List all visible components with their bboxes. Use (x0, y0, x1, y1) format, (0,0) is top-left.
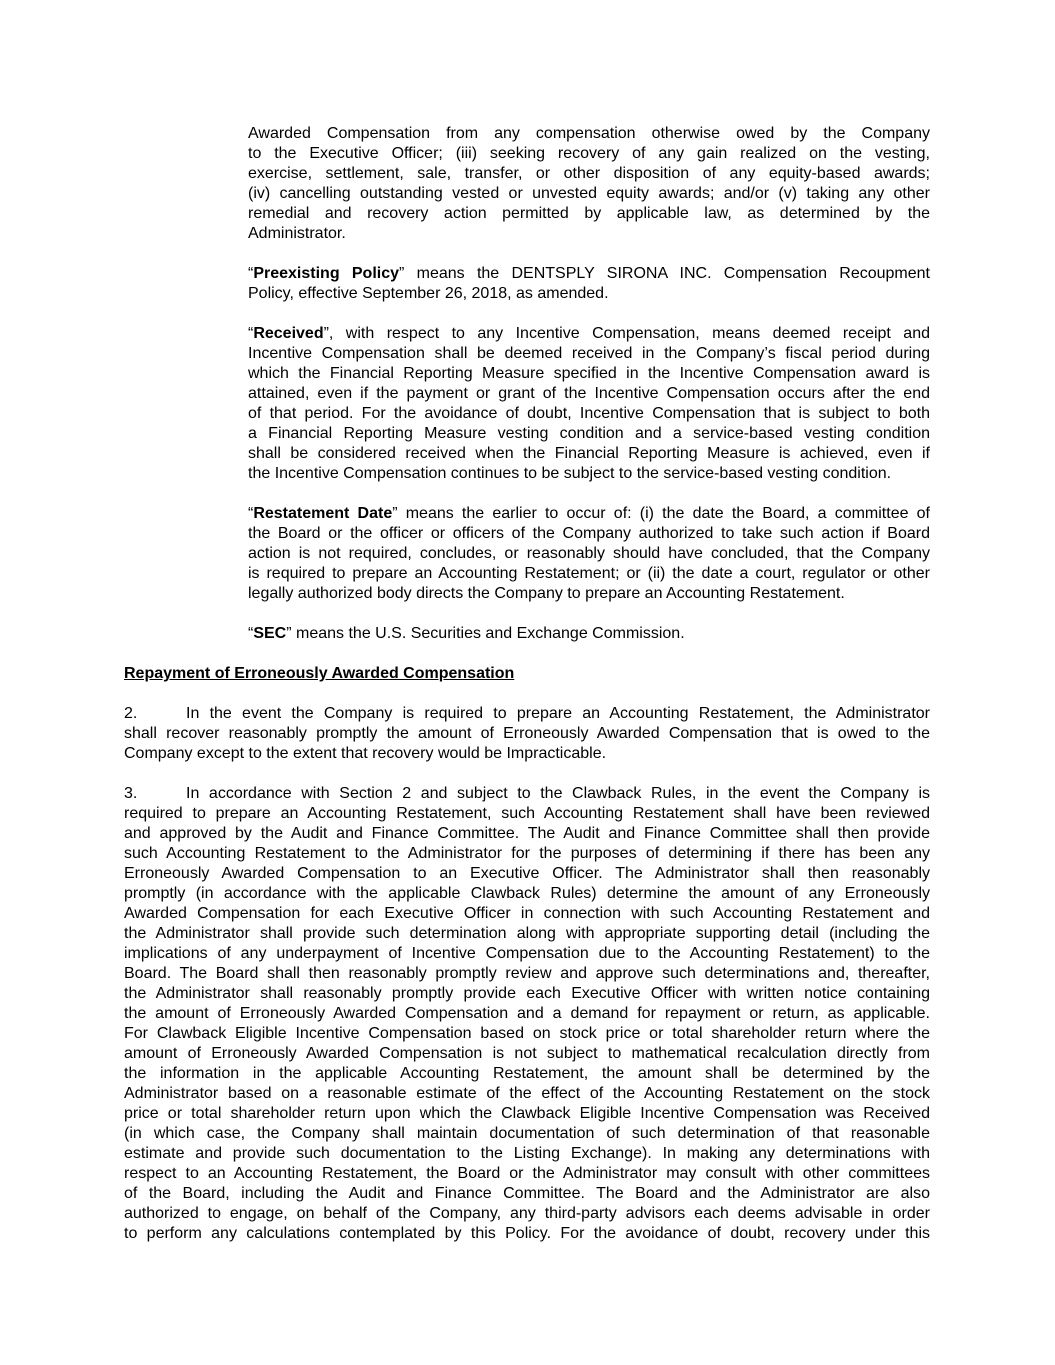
text-line (124, 1184, 930, 1204)
text-line (248, 544, 930, 564)
text-line (248, 344, 930, 364)
line-text: (in which case, the Company shall maintain documentation of such determination of that reasonable (124, 1125, 930, 1142)
text-line (248, 624, 930, 644)
text-line (124, 864, 930, 884)
line-text: the information in the applicable Accounting Restatement, the amount shall be determined by the (124, 1065, 930, 1082)
line-text: legally authorized body directs the Company to prepare an Accounting Restatement. (248, 585, 845, 602)
definition-paragraph (248, 624, 930, 644)
text-line (248, 564, 930, 584)
text-line (124, 1004, 930, 1024)
line-text: amount of Erroneously Awarded Compensation is not subject to mathematical recalculation directly from (124, 1045, 930, 1062)
paragraph-number: 3. (124, 785, 138, 802)
text-line (124, 944, 930, 964)
text-line (124, 1104, 930, 1124)
line-text: ” means the U.S. Securities and Exchange Commission. (286, 625, 685, 642)
text-line (124, 824, 930, 844)
text-line (124, 1084, 930, 1104)
text-line (124, 704, 930, 724)
text-line (124, 1064, 930, 1084)
line-text: Awarded Compensation from any compensation otherwise owed by the Company (248, 125, 930, 142)
line-text: which the Financial Reporting Measure specified in the Incentive Compensation award is (248, 365, 930, 382)
line-text: the Incentive Compensation continues to be subject to the service-based vesting condition. (248, 465, 892, 482)
definitions-list (0, 124, 1055, 644)
text-line (248, 324, 930, 344)
text-line (248, 504, 930, 524)
definition-paragraph (248, 264, 930, 304)
line-text: estimate and provide such documentation to the Listing Exchange). In making any determinations with (124, 1145, 930, 1162)
text-line (248, 524, 930, 544)
text-line (248, 144, 930, 164)
text-line (124, 784, 930, 804)
text-line (248, 284, 930, 304)
text-line (248, 204, 930, 224)
line-text: the Administrator shall reasonably promptly provide each Executive Officer with written notice containing (124, 985, 930, 1002)
defined-term: Received (253, 325, 324, 342)
line-text: shall recover reasonably promptly the amount of Erroneously Awarded Compensation that is owed to the (124, 725, 930, 742)
line-text: Erroneously Awarded Compensation to an Executive Officer. The Administrator shall then reasonably (124, 865, 930, 882)
text-line (248, 384, 930, 404)
line-text: remedial and recovery action permitted by applicable law, as determined by the (248, 205, 930, 222)
line-text: the Board or the officer or officers of the Company authorized to take such action if Board (248, 525, 930, 542)
line-text: Policy, effective September 26, 2018, as amended. (248, 285, 609, 302)
text-line (124, 724, 930, 744)
text-line (124, 1224, 930, 1244)
line-text: Board. The Board shall then reasonably promptly review and approve such determinations and, thereafter, (124, 965, 930, 982)
line-text: a Financial Reporting Measure vesting condition and a service-based vesting condition (248, 425, 930, 442)
line-text: Administrator. (248, 225, 346, 242)
text-line (124, 964, 930, 984)
line-text: to the Executive Officer; (iii) seeking recovery of any gain realized on the vesting, (248, 145, 930, 162)
line-text: Company except to the extent that recovery would be Impracticable. (124, 745, 607, 762)
defined-term: Preexisting Policy (253, 265, 400, 282)
line-text: exercise, settlement, sale, transfer, or other disposition of any equity-based awards; (248, 165, 930, 182)
line-text: of the Board, including the Audit and Finance Committee. The Board and the Administrator are also (124, 1185, 930, 1202)
line-text: price or total shareholder return upon which the Clawback Eligible Incentive Compensation was Received (124, 1105, 930, 1122)
line-text: ”, with respect to any Incentive Compensation, means deemed receipt and (323, 325, 930, 342)
text-line (248, 264, 930, 284)
line-text: the Administrator shall provide such determination along with appropriate supporting detail (including the (124, 925, 930, 942)
numbered-paragraph (124, 784, 930, 1244)
line-text: “ (248, 325, 254, 342)
text-line (248, 184, 930, 204)
line-text: to perform any calculations contemplated by this Policy. For the avoidance of doubt, recovery under this (124, 1225, 930, 1242)
paragraph-number: 2. (124, 705, 138, 722)
line-text: “ (248, 505, 254, 522)
line-text: promptly (in accordance with the applicable Clawback Rules) determine the amount of any Erroneously (124, 885, 930, 902)
line-text: and approved by the Audit and Finance Committee. The Audit and Finance Committee shall then provide (124, 825, 930, 842)
text-line (248, 364, 930, 384)
text-line (124, 744, 930, 764)
text-line (248, 224, 930, 244)
text-line (124, 984, 930, 1004)
line-text: “ (248, 265, 254, 282)
numbered-paragraph (124, 704, 930, 764)
line-text: “ (248, 625, 254, 642)
line-text: authorized to engage, on behalf of the Company, any third-party advisors each deems advisable in order (124, 1205, 930, 1222)
text-line (124, 1024, 930, 1044)
text-line (124, 904, 930, 924)
definition-paragraph (248, 504, 930, 604)
line-text: attained, even if the payment or grant of the Incentive Compensation occurs after the end (248, 385, 930, 402)
definition-paragraph (248, 324, 930, 484)
line-text: action is not required, concludes, or reasonably should have concluded, that the Company (248, 545, 930, 562)
text-line (248, 424, 930, 444)
text-line (124, 844, 930, 864)
defined-term: SEC (253, 625, 287, 642)
line-text: is required to prepare an Accounting Restatement; or (ii) the date a court, regulator or other (248, 565, 930, 582)
line-text: shall be considered received when the Financial Reporting Measure is achieved, even if (248, 445, 930, 462)
section-heading: Repayment of Erroneously Awarded Compensation (124, 665, 515, 682)
text-line (124, 1124, 930, 1144)
text-line (124, 884, 930, 904)
text-line (124, 1144, 930, 1164)
line-text: Incentive Compensation shall be deemed received in the Company’s fiscal period during (248, 345, 930, 362)
line-text: implications of any underpayment of Incentive Compensation due to the Accounting Restatement) to the (124, 945, 930, 962)
text-line (248, 164, 930, 184)
text-line (124, 1044, 930, 1064)
line-text: required to prepare an Accounting Restatement, such Accounting Restatement shall have been reviewed (124, 805, 930, 822)
line-text: the amount of Erroneously Awarded Compensation and a demand for repayment or return, as applicable. (124, 1005, 930, 1022)
text-line (124, 1164, 930, 1184)
text-line (248, 464, 930, 484)
line-text: For Clawback Eligible Incentive Compensation based on stock price or total shareholder return where the (124, 1025, 930, 1042)
line-text: ” means the earlier to occur of: (i) the date the Board, a committee of (392, 505, 930, 522)
text-line (124, 924, 930, 944)
text-line (248, 404, 930, 424)
line-text: ” means the DENTSPLY SIRONA INC. Compensation Recoupment (399, 265, 930, 282)
text-line (248, 444, 930, 464)
defined-term: Restatement Date (253, 505, 393, 522)
line-text: of that period. For the avoidance of doubt, Incentive Compensation that is subject to both (248, 405, 930, 422)
line-text: Administrator based on a reasonable estimate of the effect of the Accounting Restatement on the stock (124, 1085, 930, 1102)
text-line (248, 124, 930, 144)
sections-list (0, 704, 1055, 1244)
line-text: such Accounting Restatement to the Administrator for the purposes of determining if there has been any (124, 845, 930, 862)
line-text: In the event the Company is required to prepare an Accounting Restatement, the Administrator (186, 705, 930, 722)
document-page (0, 124, 1055, 1264)
text-line (124, 804, 930, 824)
line-text: respect to an Accounting Restatement, the Board or the Administrator may consult with other committees (124, 1165, 930, 1182)
line-text: Awarded Compensation for each Executive Officer in connection with such Accounting Restatement and (124, 905, 930, 922)
line-text: (iv) cancelling outstanding vested or unvested equity awards; and/or (v) taking any other (248, 185, 930, 202)
text-line (248, 584, 930, 604)
text-line (124, 1204, 930, 1224)
line-text: In accordance with Section 2 and subject to the Clawback Rules, in the event the Company is (186, 785, 930, 802)
definition-paragraph (248, 124, 930, 244)
